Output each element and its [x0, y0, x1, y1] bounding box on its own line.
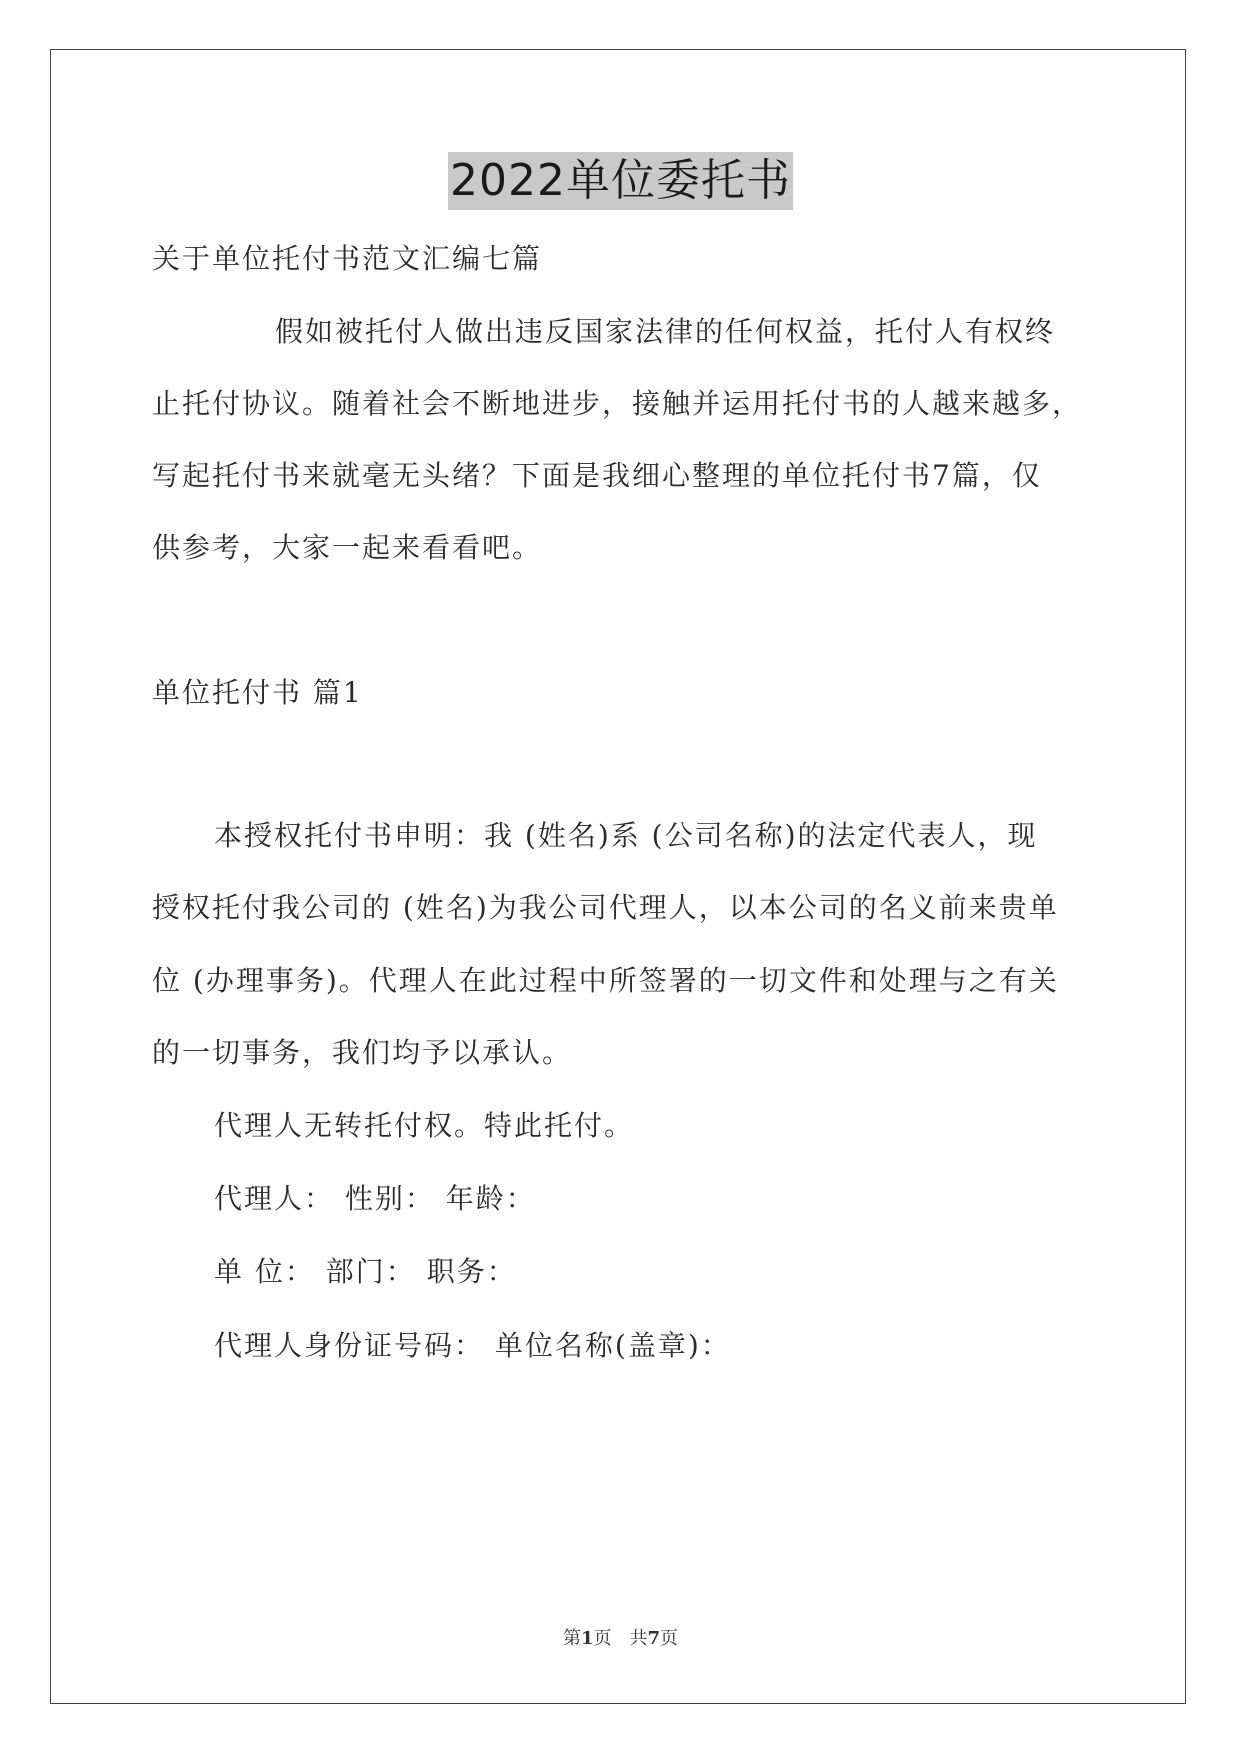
intro-line-1: 假如被托付人做出违反国家法律的任何权益，托付人有权终 — [275, 315, 1056, 348]
footer-total-suffix: 页 — [660, 1628, 679, 1649]
body-line-1: 本授权托付书申明：我 (姓名)系 (公司名称)的法定代表人，现 — [214, 819, 1038, 852]
footer-page-suffix: 页 — [593, 1628, 612, 1649]
page-footer — [0, 1627, 1241, 1651]
document-title: 2022单位委托书 — [448, 152, 793, 210]
field-line-agent: 代理人： 性别： 年龄： — [214, 1182, 536, 1215]
intro-line-3: 写起托付书来就毫无头绪？下面是我细心整理的单位托付书7篇，仅 — [152, 459, 1042, 492]
footer-total-pages: 7 — [647, 1628, 661, 1649]
field-line-unit: 单 位： 部门： 职务： — [214, 1255, 517, 1288]
footer-total-prefix: 共 — [629, 1628, 648, 1649]
intro-line-4: 供参考，大家一起来看看吧。 — [152, 531, 543, 564]
document-subtitle: 关于单位托付书范文汇编七篇 — [152, 242, 543, 275]
body-line-2: 授权托付我公司的 (姓名)为我公司代理人，以本公司的名义前来贵单 — [152, 891, 1059, 924]
body-line-3: 位 (办理事务)。代理人在此过程中所签署的一切文件和处理与之有关 — [152, 964, 1059, 997]
intro-line-2: 止托付协议。随着社会不断地进步，接触并运用托付书的人越来越多， — [152, 387, 1083, 420]
footer-page-prefix: 第 — [562, 1628, 581, 1649]
field-line-id: 代理人身份证号码： 单位名称(盖章)： — [214, 1329, 731, 1362]
page-border — [50, 49, 1186, 1704]
section-heading: 单位托付书 篇1 — [152, 676, 363, 709]
title-container — [0, 152, 1241, 210]
body-line-4: 的一切事务，我们均予以承认。 — [152, 1036, 573, 1069]
footer-page-number: 1 — [580, 1628, 594, 1649]
statement-line: 代理人无转托付权。特此托付。 — [214, 1109, 635, 1142]
